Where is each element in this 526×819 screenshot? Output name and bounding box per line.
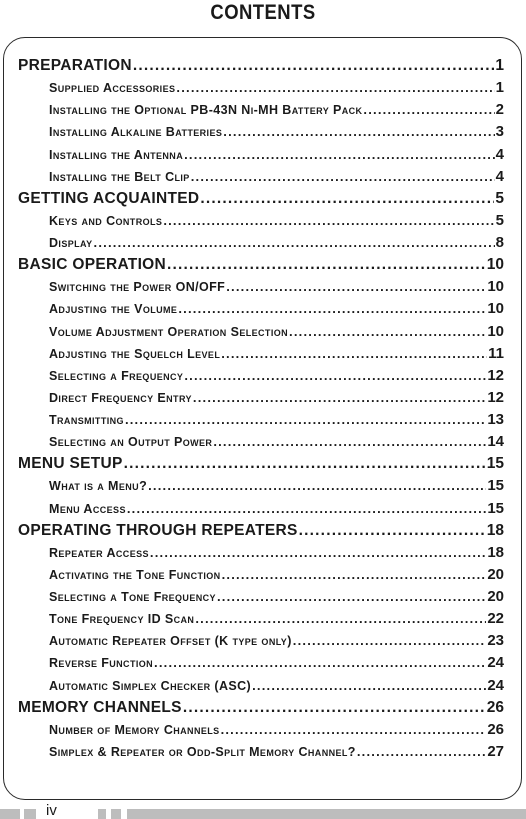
toc-entry-label: Adjusting the Squelch Level [49,346,221,361]
toc-subsection [18,586,504,608]
toc-page-number: 4 [495,167,504,185]
toc-subsection [18,630,504,652]
toc-section [18,188,504,210]
toc-subsection [18,276,504,298]
toc-subsection [18,564,504,586]
toc-subsection [18,77,504,99]
toc-page-number: 15 [487,477,504,495]
dot-leader [223,121,494,143]
toc-entry-label: Switching the Power ON/OFF [49,280,226,295]
toc-page-number: 26 [486,698,504,716]
dot-leader [178,298,486,320]
toc-page-number: 26 [487,720,504,738]
dot-leader [363,99,494,121]
toc-page-number: 10 [486,256,504,274]
dot-leader [222,564,487,586]
page-footer [0,802,526,819]
toc-entry-label: Automatic Simplex Checker (ASC) [49,678,252,693]
toc-subsection [18,298,504,320]
toc-section [18,453,504,475]
toc-page-number: 20 [487,588,504,605]
dot-leader [217,586,486,608]
toc-section [18,55,504,77]
toc-entry-label: Installing the Optional PB-43N Ni-MH Battery Pack [49,103,363,118]
contents-title: CONTENTS [210,1,316,24]
toc-page-number: 14 [487,433,504,451]
toc-page-number: 11 [488,344,504,362]
toc-page-number: 22 [487,610,504,628]
toc-entry-label: Repeater Access [49,545,149,560]
dot-leader [293,630,487,652]
toc-entry-label: Reverse Function [49,656,154,671]
dot-leader [125,409,486,431]
toc-subsection [18,210,504,232]
toc-entry-label: Keys and Controls [49,213,163,228]
toc-subsection [18,166,504,188]
dot-leader [195,608,486,630]
footer-bar [24,809,36,819]
footer-bar [98,809,106,819]
toc-entry-label: BASIC OPERATION [18,256,167,274]
toc-subsection [18,321,504,343]
dot-leader [176,77,494,99]
toc-page-number: 18 [486,521,504,539]
toc-page-number: 4 [495,145,504,163]
toc-subsection [18,387,504,409]
toc-section [18,697,504,719]
toc-page-number: 12 [487,366,504,384]
toc-subsection [18,431,504,453]
toc-page-number: 15 [487,499,504,517]
dot-leader [289,321,486,343]
toc-page-number: 5 [495,189,504,207]
toc-list [18,55,504,763]
dot-leader [94,232,495,254]
dot-leader [183,697,486,719]
toc-entry-label: Installing the Belt Clip [49,169,190,184]
toc-subsection [18,232,504,254]
toc-entry-label: MENU SETUP [18,455,123,473]
dot-leader [148,475,486,497]
footer-bar [0,809,20,819]
dot-leader [357,741,486,763]
toc-entry-label: Direct Frequency Entry [49,390,192,405]
toc-page-number: 15 [486,455,504,473]
toc-entry-label: Adjusting the Volume [49,302,178,317]
dot-leader [213,431,486,453]
toc-entry-label: Selecting a Frequency [49,368,184,383]
toc-subsection [18,498,504,520]
toc-entry-label: Selecting a Tone Frequency [49,590,216,604]
toc-subsection [18,475,504,497]
toc-entry-label: What is a Menu? [49,479,148,494]
toc-page-number: 10 [487,278,504,296]
toc-entry-label: Menu Access [49,501,126,516]
toc-entry-label: Supplied Accessories [49,81,176,96]
toc-page-number: 23 [487,632,504,650]
toc-page-number: 27 [487,742,504,760]
toc-entry-label: Selecting an Output Power [49,435,213,450]
footer-bar [111,809,121,819]
toc-entry-label: GETTING ACQUAINTED [18,189,200,207]
dot-leader [184,365,486,387]
toc-entry-label: Activating the Tone Function [49,567,221,582]
toc-section [18,520,504,542]
toc-subsection [18,343,504,365]
dot-leader [252,675,486,697]
toc-entry-label: Volume Adjustment Operation Selection [49,324,289,339]
toc-page-number: 1 [495,79,504,97]
dot-leader [167,254,486,276]
dot-leader [124,453,486,475]
dot-leader [221,343,487,365]
dot-leader [184,144,495,166]
dot-leader [193,387,486,409]
toc-page-number: 2 [495,101,504,119]
page-number: iv [46,802,57,819]
toc-subsection [18,741,504,763]
toc-subsection [18,608,504,630]
toc-page-number: 8 [495,234,504,251]
dot-leader [133,55,495,77]
toc-entry-label: Installing Alkaline Batteries [49,125,223,140]
toc-subsection [18,652,504,674]
toc-entry-label: Simplex & Repeater or Odd-Split Memory Channel? [49,744,356,759]
toc-subsection [18,144,504,166]
dot-leader [163,210,494,232]
dot-leader [191,166,495,188]
footer-bar [127,809,526,819]
dot-leader [150,542,486,564]
toc-page-number: 1 [495,57,504,74]
toc-page-number: 3 [495,123,504,141]
toc-entry-label: Tone Frequency ID Scan [49,612,195,627]
dot-leader [221,719,487,741]
toc-page-number: 10 [487,300,504,318]
toc-subsection [18,365,504,387]
toc-page-number: 24 [487,654,504,672]
toc-page-number: 10 [487,322,504,340]
toc-entry-label: PREPARATION [18,57,132,74]
toc-entry-label: MEMORY CHANNELS [18,698,182,716]
toc-entry-label: OPERATING THROUGH REPEATERS [18,521,298,539]
toc-entry-label: Display [49,236,93,250]
toc-entry-label: Installing the Antenna [49,147,184,162]
dot-leader [226,276,486,298]
toc-page-number: 5 [495,211,504,229]
toc-entry-label: Transmitting [49,413,124,427]
toc-subsection [18,409,504,431]
dot-leader [154,652,486,674]
toc-page-number: 18 [487,543,504,561]
toc-subsection [18,719,504,741]
toc-entry-label: Number of Memory Channels [49,722,220,737]
toc-subsection [18,542,504,564]
toc-page-number: 24 [487,676,504,694]
dot-leader [200,188,494,210]
toc-subsection [18,99,504,121]
dot-leader [127,498,486,520]
toc-entry-label: Automatic Repeater Offset (K type only) [49,634,292,649]
toc-subsection [18,675,504,697]
dot-leader [299,520,486,542]
toc-section [18,254,504,276]
toc-page-number: 12 [487,388,504,406]
toc-page-number: 13 [487,411,504,428]
toc-subsection [18,121,504,143]
toc-page-number: 20 [487,565,504,583]
